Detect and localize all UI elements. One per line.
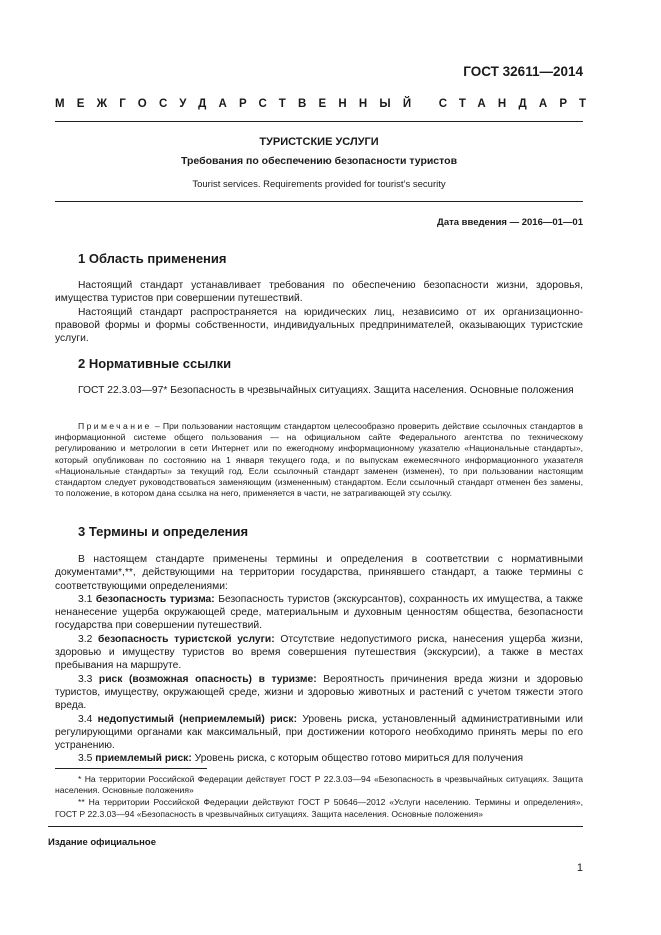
term-3-2	[55, 633, 583, 673]
term-number: 3.3	[78, 673, 99, 685]
section-1-paragraph: Настоящий стандарт распространяется на юридических лиц, независимо от их организационно-правовой формы и формы собственности, индивидуальных предпринимателей, оказывающих туристские услуги.	[55, 306, 583, 345]
top-divider	[55, 121, 583, 122]
footnote-1: * На территории Российской Федерации действует ГОСТ Р 22.3.03—94 «Безопасность в чрезвычайных ситуациях. Защита населения. Основные положения»	[55, 774, 583, 796]
section-2-body	[55, 384, 583, 397]
term-definition: Безопасность туристов (экскурсантов), сохранность их имущества, а также ненанесение ущерба окружающей среде, материальным и духовным ценностям общества, безопасности государства при совершении путешествий.	[55, 593, 583, 632]
term-number: 3.1	[78, 593, 96, 605]
section-1-paragraph: Настоящий стандарт устанавливает требования по обеспечению безопасности жизни, здоровья, имущества туристов при совершении путешествий.	[55, 280, 583, 305]
title-divider	[55, 201, 583, 202]
section-1-heading: 1 Область применения	[78, 251, 227, 266]
term-name: недопустимый (неприемлемый) риск:	[97, 713, 298, 725]
edition-label: Издание официальное	[48, 837, 156, 848]
note-label: Примечание	[78, 421, 152, 431]
term-definition: Вероятность причинения вреда жизни и здоровью туристов, имуществу, окружающей среде, жизни и здоровью животных и растений с учетом тяжести этого вреда.	[55, 673, 583, 712]
section-3-heading: 3 Термины и определения	[78, 524, 249, 539]
section-3-body	[55, 553, 583, 766]
subtitle-ru: Требования по обеспечению безопасности туристов	[180, 155, 458, 167]
gost-number: ГОСТ 32611—2014	[463, 64, 583, 79]
standard-type-banner: МЕЖГОСУДАРСТВЕННЫЙ СТАНДАРТ	[55, 98, 599, 110]
footer-divider	[48, 826, 583, 827]
footnote-2: ** На территории Российской Федерации действуют ГОСТ Р 50646—2012 «Услуги населению. Термины и определения», ГОСТ Р 22.3.03—94 «Безопасность в чрезвычайных ситуациях. Защита населения. Основные положения»	[55, 797, 583, 819]
footnotes	[55, 774, 583, 821]
term-definition: Уровень риска, с которым общество готово мириться для получения	[191, 753, 524, 765]
term-number: 3.5	[78, 753, 96, 765]
title-en: Tourist services. Requirements provided for tourist’s security	[192, 179, 446, 190]
term-3-3	[55, 673, 583, 713]
normative-reference: ГОСТ 22.3.03—97* Безопасность в чрезвычайных ситуациях. Защита населения. Основные положения	[78, 385, 574, 396]
title-ru: ТУРИСТСКИЕ УСЛУГИ	[259, 136, 379, 148]
term-number: 3.4	[78, 713, 98, 725]
intro-date: Дата введения — 2016—01—01	[437, 217, 583, 228]
term-name: приемлемый риск:	[95, 753, 192, 765]
term-name: безопасность туризма:	[95, 593, 215, 605]
term-3-1	[55, 593, 583, 633]
term-3-4	[55, 713, 583, 753]
section-2-note	[55, 421, 583, 499]
term-name: риск (возможная опасность) в туризме:	[98, 673, 317, 685]
section-1-body	[55, 279, 583, 345]
page-number: 1	[576, 862, 583, 874]
section-3-intro: В настоящем стандарте применены термины и определения в соответствии с нормативными документами*,**, действующими на территории государства, принявшего стандарт, а также термины с соответствующими определениями:	[55, 554, 583, 592]
term-definition: Уровень риска, установленный административными или регулирующими органами как максимальный, при достижении которого необходимо принять меры по его устранению.	[55, 713, 583, 752]
term-name: безопасность туристской услуги:	[98, 633, 275, 645]
note-text: – При пользовании настоящим стандартом целесообразно проверить действие ссылочных стандартов в информационной системе общего пользования — на официальном сайте Федерального агентства по техническому регулированию и метрологии в сети Интернет или по ежегодному информационному указателю «Национальные стандарты», который опубликован по состоянию на 1 января текущего года, и по выпускам ежемесячного информационного указателя «Национальные стандарты» за текущий год. Если ссылочный стандарт заменен (изменен), то при пользовании настоящим стандартом следует руководствоваться заменяющим (измененным) стандартом. Если ссылочный стандарт отменен без замены, то положение, в котором дана ссылка на него, применяется в части, не затрагивающей эту ссылку.	[55, 421, 583, 499]
term-number: 3.2	[78, 633, 99, 645]
section-2-heading: 2 Нормативные ссылки	[78, 356, 232, 371]
footnote-divider	[55, 768, 207, 769]
term-3-5	[55, 752, 583, 765]
term-definition: Отсутствие недопустимого риска, нанесения ущерба жизни, здоровью и имуществу туристов во время совершения путешествия (экскурсии), а также в местах пребывания на маршруте.	[55, 633, 583, 672]
